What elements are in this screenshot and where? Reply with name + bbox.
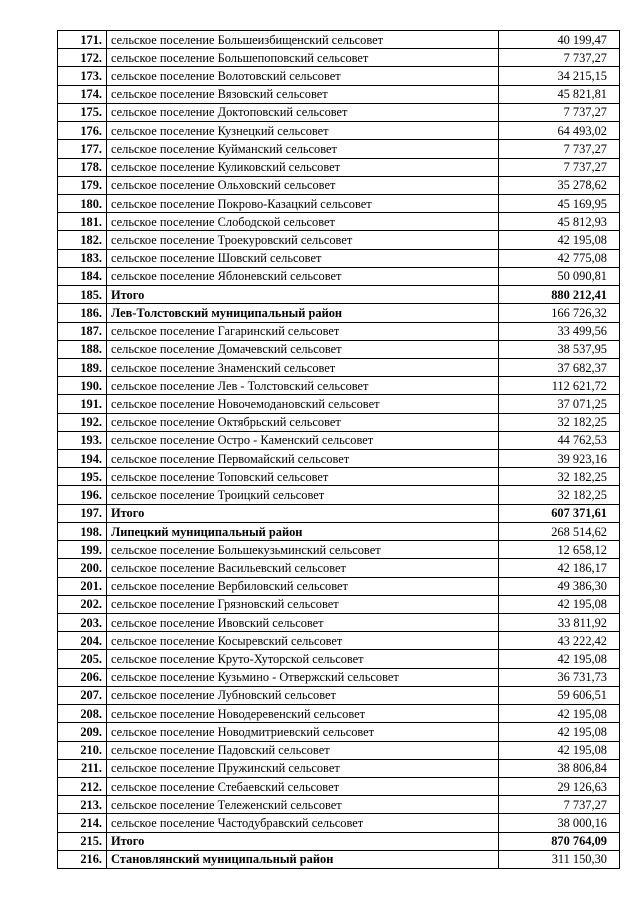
- row-amount: 311 150,30: [499, 850, 620, 868]
- row-number: 175.: [58, 103, 107, 121]
- row-amount: 33 811,92: [499, 614, 620, 632]
- row-number: 199.: [58, 541, 107, 559]
- table-row: [58, 486, 620, 504]
- table-row: [58, 31, 620, 49]
- row-name: сельское поселение Новочемодановский сельсовет: [107, 395, 499, 413]
- table-row: [58, 231, 620, 249]
- row-number: 195.: [58, 468, 107, 486]
- row-number: 198.: [58, 522, 107, 540]
- row-number: 196.: [58, 486, 107, 504]
- row-name: сельское поселение Шовский сельсовет: [107, 249, 499, 267]
- row-number: 174.: [58, 85, 107, 103]
- row-amount: 7 737,27: [499, 140, 620, 158]
- table-row: [58, 832, 620, 850]
- row-name: сельское поселение Доктоповский сельсовет: [107, 103, 499, 121]
- row-number: 189.: [58, 358, 107, 376]
- table-row: [58, 358, 620, 376]
- row-number: 190.: [58, 377, 107, 395]
- row-name: сельское поселение Пружинский сельсовет: [107, 759, 499, 777]
- table-row: [58, 595, 620, 613]
- row-amount: 7 737,27: [499, 49, 620, 67]
- table-row: [58, 468, 620, 486]
- table-row: [58, 541, 620, 559]
- row-name: сельское поселение Яблоневский сельсовет: [107, 267, 499, 285]
- row-name: сельское поселение Вербиловский сельсовет: [107, 577, 499, 595]
- row-amount: 64 493,02: [499, 122, 620, 140]
- row-amount: 880 212,41: [499, 286, 620, 304]
- row-number: 182.: [58, 231, 107, 249]
- document-page: [57, 30, 607, 869]
- row-amount: 32 182,25: [499, 413, 620, 431]
- row-number: 172.: [58, 49, 107, 67]
- table-row: [58, 741, 620, 759]
- row-number: 213.: [58, 796, 107, 814]
- row-number: 215.: [58, 832, 107, 850]
- row-number: 210.: [58, 741, 107, 759]
- row-name: Итого: [107, 286, 499, 304]
- row-amount: 7 737,27: [499, 796, 620, 814]
- row-number: 183.: [58, 249, 107, 267]
- table-row: [58, 340, 620, 358]
- row-name: сельское поселение Троицкий сельсовет: [107, 486, 499, 504]
- row-number: 206.: [58, 668, 107, 686]
- table-row: [58, 522, 620, 540]
- table-row: [58, 103, 620, 121]
- row-name: сельское поселение Васильевский сельсовет: [107, 559, 499, 577]
- row-number: 197.: [58, 504, 107, 522]
- row-number: 211.: [58, 759, 107, 777]
- row-amount: 112 621,72: [499, 377, 620, 395]
- row-name: сельское поселение Стебаевский сельсовет: [107, 777, 499, 795]
- row-name: сельское поселение Куйманский сельсовет: [107, 140, 499, 158]
- row-name: сельское поселение Падовский сельсовет: [107, 741, 499, 759]
- row-number: 209.: [58, 723, 107, 741]
- row-amount: 42 195,08: [499, 650, 620, 668]
- table-row: [58, 49, 620, 67]
- row-number: 201.: [58, 577, 107, 595]
- table-row: [58, 377, 620, 395]
- row-name: сельское поселение Лев - Толстовский сельсовет: [107, 377, 499, 395]
- row-number: 186.: [58, 304, 107, 322]
- table-row: [58, 85, 620, 103]
- row-amount: 29 126,63: [499, 777, 620, 795]
- row-name: сельское поселение Кузнецкий сельсовет: [107, 122, 499, 140]
- table-row: [58, 194, 620, 212]
- table-row: [58, 796, 620, 814]
- table-row: [58, 431, 620, 449]
- row-amount: 38 000,16: [499, 814, 620, 832]
- table-row: [58, 614, 620, 632]
- row-amount: 38 537,95: [499, 340, 620, 358]
- row-name: Липецкий муниципальный район: [107, 522, 499, 540]
- row-amount: 37 071,25: [499, 395, 620, 413]
- row-name: сельское поселение Куликовский сельсовет: [107, 158, 499, 176]
- table-row: [58, 850, 620, 868]
- row-number: 187.: [58, 322, 107, 340]
- row-amount: 12 658,12: [499, 541, 620, 559]
- row-amount: 7 737,27: [499, 103, 620, 121]
- table-row: [58, 723, 620, 741]
- row-number: 202.: [58, 595, 107, 613]
- row-amount: 42 195,08: [499, 595, 620, 613]
- row-name: сельское поселение Лубновский сельсовет: [107, 686, 499, 704]
- row-name: сельское поселение Новодеревенский сельсовет: [107, 705, 499, 723]
- table-row: [58, 814, 620, 832]
- row-name: Становлянский муниципальный район: [107, 850, 499, 868]
- table-row: [58, 286, 620, 304]
- row-amount: 49 386,30: [499, 577, 620, 595]
- table-row: [58, 686, 620, 704]
- row-amount: 7 737,27: [499, 158, 620, 176]
- row-amount: 45 821,81: [499, 85, 620, 103]
- row-amount: 42 195,08: [499, 231, 620, 249]
- row-number: 171.: [58, 31, 107, 49]
- row-number: 214.: [58, 814, 107, 832]
- row-number: 184.: [58, 267, 107, 285]
- row-number: 185.: [58, 286, 107, 304]
- row-amount: 32 182,25: [499, 468, 620, 486]
- row-name: сельское поселение Грязновский сельсовет: [107, 595, 499, 613]
- row-amount: 37 682,37: [499, 358, 620, 376]
- row-name: сельское поселение Большепоповский сельсовет: [107, 49, 499, 67]
- table-row: [58, 67, 620, 85]
- row-number: 207.: [58, 686, 107, 704]
- row-number: 194.: [58, 450, 107, 468]
- row-amount: 45 812,93: [499, 213, 620, 231]
- row-number: 176.: [58, 122, 107, 140]
- row-name: сельское поселение Волотовский сельсовет: [107, 67, 499, 85]
- row-number: 181.: [58, 213, 107, 231]
- row-number: 179.: [58, 176, 107, 194]
- table-row: [58, 650, 620, 668]
- row-amount: 40 199,47: [499, 31, 620, 49]
- table-row: [58, 705, 620, 723]
- row-amount: 39 923,16: [499, 450, 620, 468]
- row-number: 208.: [58, 705, 107, 723]
- table-row: [58, 213, 620, 231]
- row-name: сельское поселение Ольховский сельсовет: [107, 176, 499, 194]
- row-name: сельское поселение Октябрьский сельсовет: [107, 413, 499, 431]
- row-name: сельское поселение Большеизбищенский сельсовет: [107, 31, 499, 49]
- row-name: сельское поселение Ивовский сельсовет: [107, 614, 499, 632]
- row-amount: 42 775,08: [499, 249, 620, 267]
- row-name: сельское поселение Домачевский сельсовет: [107, 340, 499, 358]
- row-number: 192.: [58, 413, 107, 431]
- table-row: [58, 249, 620, 267]
- row-amount: 166 726,32: [499, 304, 620, 322]
- row-amount: 42 186,17: [499, 559, 620, 577]
- table-row: [58, 158, 620, 176]
- table-row: [58, 668, 620, 686]
- row-amount: 59 606,51: [499, 686, 620, 704]
- row-amount: 43 222,42: [499, 632, 620, 650]
- table-body: [58, 31, 620, 869]
- row-name: сельское поселение Круто-Хуторской сельсовет: [107, 650, 499, 668]
- row-amount: 607 371,61: [499, 504, 620, 522]
- row-name: сельское поселение Новодмитриевский сельсовет: [107, 723, 499, 741]
- row-name: сельское поселение Первомайский сельсовет: [107, 450, 499, 468]
- table-row: [58, 777, 620, 795]
- budget-table: [57, 30, 620, 869]
- row-amount: 32 182,25: [499, 486, 620, 504]
- row-name: сельское поселение Косыревский сельсовет: [107, 632, 499, 650]
- row-number: 205.: [58, 650, 107, 668]
- row-name: сельское поселение Троекуровский сельсовет: [107, 231, 499, 249]
- row-amount: 870 764,09: [499, 832, 620, 850]
- row-amount: 50 090,81: [499, 267, 620, 285]
- row-name: сельское поселение Вязовский сельсовет: [107, 85, 499, 103]
- table-row: [58, 632, 620, 650]
- row-name: Лев-Толстовский муниципальный район: [107, 304, 499, 322]
- row-name: сельское поселение Большекузьминский сельсовет: [107, 541, 499, 559]
- row-amount: 34 215,15: [499, 67, 620, 85]
- table-row: [58, 759, 620, 777]
- row-amount: 38 806,84: [499, 759, 620, 777]
- row-name: сельское поселение Тележенский сельсовет: [107, 796, 499, 814]
- table-row: [58, 413, 620, 431]
- table-row: [58, 176, 620, 194]
- table-row: [58, 140, 620, 158]
- row-amount: 268 514,62: [499, 522, 620, 540]
- row-number: 178.: [58, 158, 107, 176]
- row-amount: 33 499,56: [499, 322, 620, 340]
- row-amount: 36 731,73: [499, 668, 620, 686]
- row-number: 191.: [58, 395, 107, 413]
- row-number: 173.: [58, 67, 107, 85]
- row-amount: 35 278,62: [499, 176, 620, 194]
- row-number: 212.: [58, 777, 107, 795]
- row-number: 204.: [58, 632, 107, 650]
- row-name: сельское поселение Частодубравский сельсовет: [107, 814, 499, 832]
- row-amount: 44 762,53: [499, 431, 620, 449]
- table-row: [58, 504, 620, 522]
- row-number: 188.: [58, 340, 107, 358]
- row-name: сельское поселение Кузьмино - Отвержский сельсовет: [107, 668, 499, 686]
- row-amount: 45 169,95: [499, 194, 620, 212]
- row-number: 203.: [58, 614, 107, 632]
- table-row: [58, 450, 620, 468]
- table-row: [58, 559, 620, 577]
- table-row: [58, 267, 620, 285]
- row-amount: 42 195,08: [499, 741, 620, 759]
- row-number: 200.: [58, 559, 107, 577]
- row-number: 216.: [58, 850, 107, 868]
- row-name: сельское поселение Топовский сельсовет: [107, 468, 499, 486]
- row-number: 193.: [58, 431, 107, 449]
- row-amount: 42 195,08: [499, 705, 620, 723]
- table-row: [58, 395, 620, 413]
- row-amount: 42 195,08: [499, 723, 620, 741]
- row-name: сельское поселение Гагаринский сельсовет: [107, 322, 499, 340]
- row-name: сельское поселение Покрово-Казацкий сельсовет: [107, 194, 499, 212]
- table-row: [58, 122, 620, 140]
- row-number: 177.: [58, 140, 107, 158]
- table-row: [58, 304, 620, 322]
- row-name: Итого: [107, 832, 499, 850]
- row-name: сельское поселение Остро - Каменский сельсовет: [107, 431, 499, 449]
- row-name: сельское поселение Знаменский сельсовет: [107, 358, 499, 376]
- row-number: 180.: [58, 194, 107, 212]
- row-name: Итого: [107, 504, 499, 522]
- table-row: [58, 577, 620, 595]
- row-name: сельское поселение Слободской сельсовет: [107, 213, 499, 231]
- table-row: [58, 322, 620, 340]
